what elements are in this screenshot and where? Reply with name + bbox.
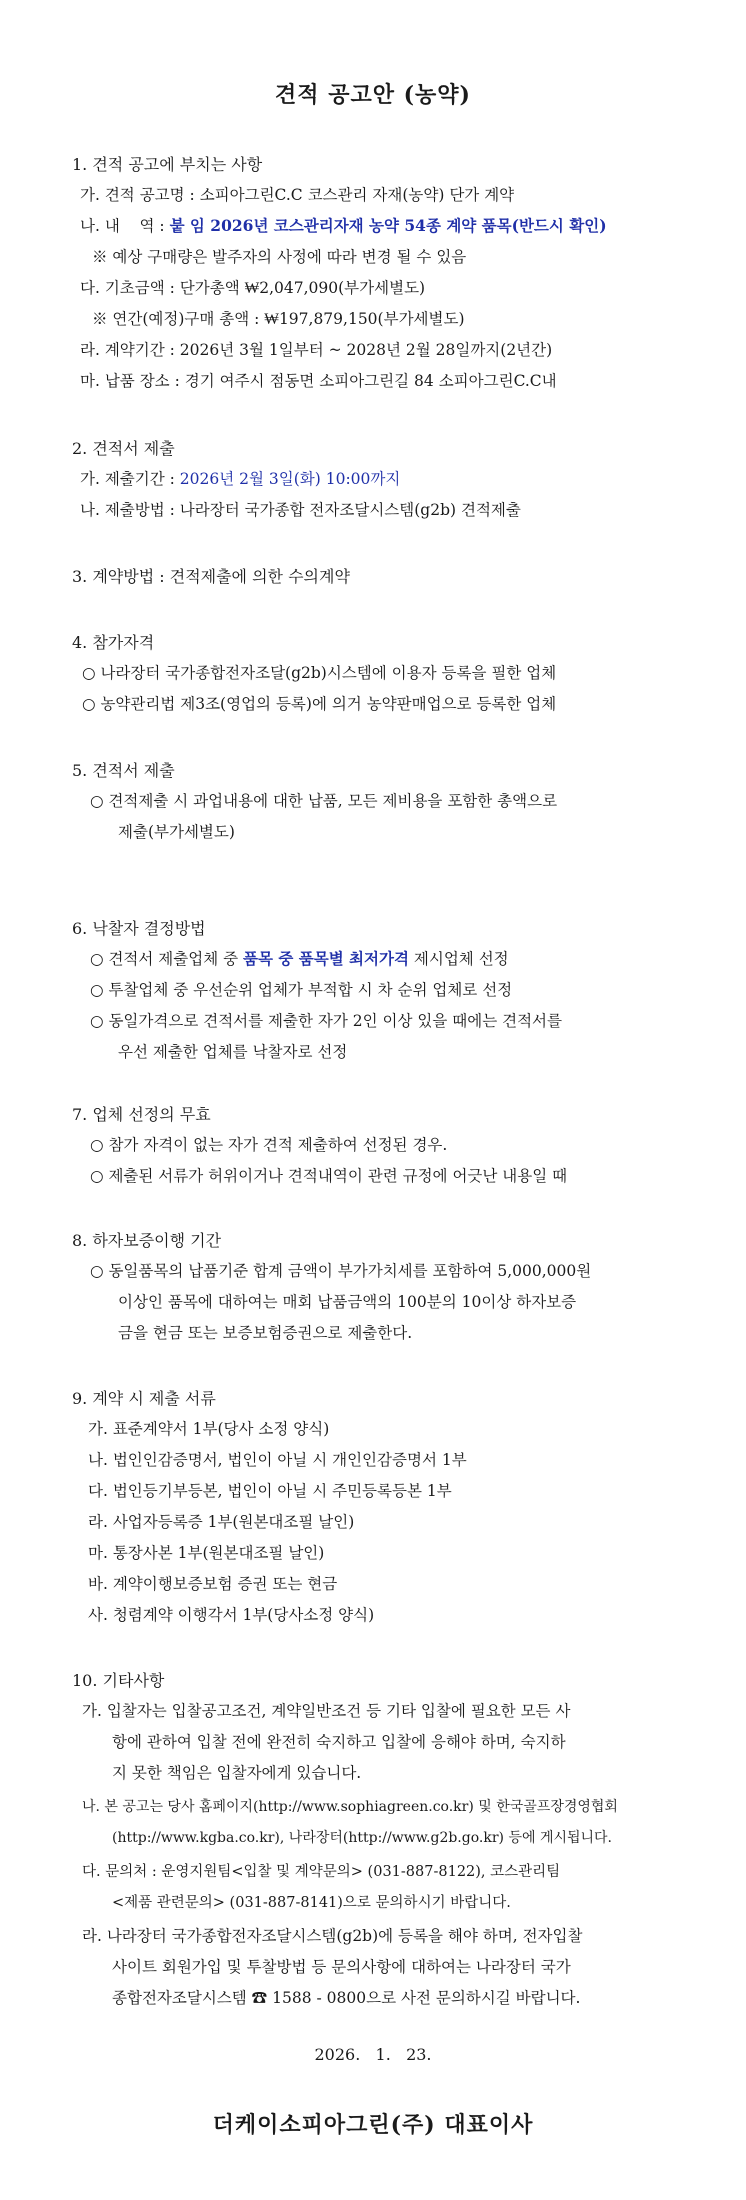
- s6-item-1: [90, 947, 509, 969]
- s9-item: 가. 표준계약서 1부(당사 소정 양식): [88, 1420, 330, 1438]
- section-2-heading: 2. 견적서 제출: [72, 439, 175, 458]
- s1-notice-name: 가. 견적 공고명 : 소피아그린C.C 코스관리 자재(농약) 단가 계약: [80, 186, 515, 204]
- section-1-heading: 1. 견적 공고에 부치는 사항: [72, 155, 263, 174]
- s1-scope-label: 나. 내 역 :: [80, 217, 170, 235]
- s9-item: 라. 사업자등록증 1부(원본대조필 날인): [88, 1513, 355, 1531]
- s10-a-line-2: 항에 관하여 입찰 전에 완전히 숙지하고 입찰에 응해야 하며, 숙지하: [112, 1733, 566, 1751]
- s4-item: ○ 나라장터 국가종합전자조달(g2b)시스템에 이용자 등록을 필한 업체: [82, 664, 557, 682]
- s2-period-highlight: 2026년 2월 3일(화) 10:00까지: [179, 470, 401, 488]
- s8-line-1: ○ 동일품목의 납품기준 합계 금액이 부가가치세를 포함하여 5,000,000원: [90, 1262, 592, 1280]
- s2-method: 나. 제출방법 : 나라장터 국가종합 전자조달시스템(g2b) 견적제출: [80, 501, 521, 519]
- s10-a-line-1: 가. 입찰자는 입찰공고조건, 계약일반조건 등 기타 입찰에 필요한 모든 사: [82, 1702, 571, 1720]
- s1-scope: [80, 214, 607, 236]
- section-4-heading: 4. 참가자격: [72, 633, 155, 652]
- section-7-heading: 7. 업체 선정의 무효: [72, 1105, 211, 1124]
- section-3-heading: 3. 계약방법 : 견적제출에 의한 수의계약: [72, 567, 350, 586]
- s6-item-1-prefix: ○ 견적서 제출업체 중: [90, 950, 244, 968]
- s6-item-1-suffix: 제시업체 선정: [408, 950, 509, 968]
- s1-annual-total: ※ 연간(예정)구매 총액 : ₩197,879,150(부가세별도): [92, 310, 465, 328]
- s10-a-line-3: 지 못한 책임은 입찰자에게 있습니다.: [112, 1764, 362, 1782]
- s10-d-line-1: 라. 나라장터 국가종합전자조달시스템(g2b)에 등록을 해야 하며, 전자입찰: [82, 1927, 583, 1945]
- s8-line-2: 이상인 품목에 대하여는 매회 납품금액의 100분의 10이상 하자보증: [118, 1293, 577, 1311]
- document-title: 견적 공고안 (농약): [275, 82, 471, 108]
- s10-c-line-1: 다. 문의처 : 운영지원팀<입찰 및 계약문의> (031-887-8122), 코스관리팀: [82, 1864, 561, 1880]
- s9-item: 마. 통장사본 1부(원본대조필 날인): [88, 1544, 325, 1562]
- section-10-heading: 10. 기타사항: [72, 1671, 165, 1690]
- s6-item-2: ○ 투찰업체 중 우선순위 업체가 부적합 시 차 순위 업체로 선정: [90, 981, 513, 999]
- section-6-heading: 6. 낙찰자 결정방법: [72, 919, 206, 938]
- s6-item-1-highlight: 품목 중 품목별 최저가격: [243, 949, 409, 968]
- s5-line-1: ○ 견적제출 시 과업내용에 대한 납품, 모든 제비용을 포함한 총액으로: [90, 792, 558, 810]
- s7-item: ○ 참가 자격이 없는 자가 견적 제출하여 선정된 경우.: [90, 1136, 448, 1154]
- s6-item-3-line-2: 우선 제출한 업체를 낙찰자로 선정: [118, 1043, 348, 1061]
- s9-item: 사. 청렴계약 이행각서 1부(당사소정 양식): [88, 1606, 375, 1624]
- s9-item: 나. 법인인감증명서, 법인이 아닐 시 개인인감증명서 1부: [88, 1451, 467, 1469]
- s2-period-label: 가. 제출기간 :: [80, 470, 180, 488]
- s9-item: 다. 법인등기부등본, 법인이 아닐 시 주민등록등본 1부: [88, 1482, 452, 1500]
- s1-note: ※ 예상 구매량은 발주자의 사정에 따라 변경 될 수 있음: [92, 248, 467, 266]
- section-5-heading: 5. 견적서 제출: [72, 761, 175, 780]
- section-9-heading: 9. 계약 시 제출 서류: [72, 1389, 216, 1408]
- s5-line-2: 제출(부가세별도): [118, 823, 235, 841]
- s1-delivery-place: 마. 납품 장소 : 경기 여주시 점동면 소피아그린길 84 소피아그린C.C내: [80, 372, 557, 390]
- s1-contract-period: 라. 계약기간 : 2026년 3월 1일부터 ~ 2028년 2월 28일까지(2년간): [80, 341, 553, 359]
- s6-item-3-line-1: ○ 동일가격으로 견적서를 제출한 자가 2인 이상 있을 때에는 견적서를: [90, 1012, 563, 1030]
- s4-item: ○ 농약관리법 제3조(영업의 등록)에 의거 농약판매업으로 등록한 업체: [82, 695, 557, 713]
- document-date: 2026. 1. 23.: [314, 2045, 432, 2064]
- s10-d-line-3: 종합전자조달시스템 ☎ 1588 - 0800으로 사전 문의하시길 바랍니다.: [112, 1989, 581, 2007]
- s2-period: [80, 467, 400, 489]
- signer-name: 더케이소피아그린(주) 대표이사: [212, 2112, 534, 2138]
- s8-line-3: 금을 현금 또는 보증보험증권으로 제출한다.: [118, 1324, 413, 1342]
- s1-scope-highlight: 붙 임 2026년 코스관리자재 농약 54종 계약 품목(반드시 확인): [169, 216, 607, 235]
- section-8-heading: 8. 하자보증이행 기간: [72, 1231, 222, 1250]
- s10-c-line-2: <제품 관련문의> (031-887-8141)으로 문의하시기 바랍니다.: [112, 1895, 511, 1911]
- s10-d-line-2: 사이트 회원가입 및 투찰방법 등 문의사항에 대하여는 나라장터 국가: [112, 1958, 571, 1976]
- s1-base-amount: 다. 기초금액 : 단가총액 ₩2,047,090(부가세별도): [80, 279, 426, 297]
- s9-item: 바. 계약이행보증보험 증권 또는 현금: [88, 1575, 338, 1593]
- s7-item: ○ 제출된 서류가 허위이거나 견적내역이 관련 규정에 어긋난 내용일 때: [90, 1167, 568, 1185]
- s10-b-line-2: (http://www.kgba.co.kr), 나라장터(http://www.g2b.go.kr) 등에 게시됩니다.: [112, 1830, 613, 1846]
- s10-b-line-1: 나. 본 공고는 당사 홈페이지(http://www.sophiagreen.co.kr) 및 한국골프장경영협회: [82, 1799, 618, 1815]
